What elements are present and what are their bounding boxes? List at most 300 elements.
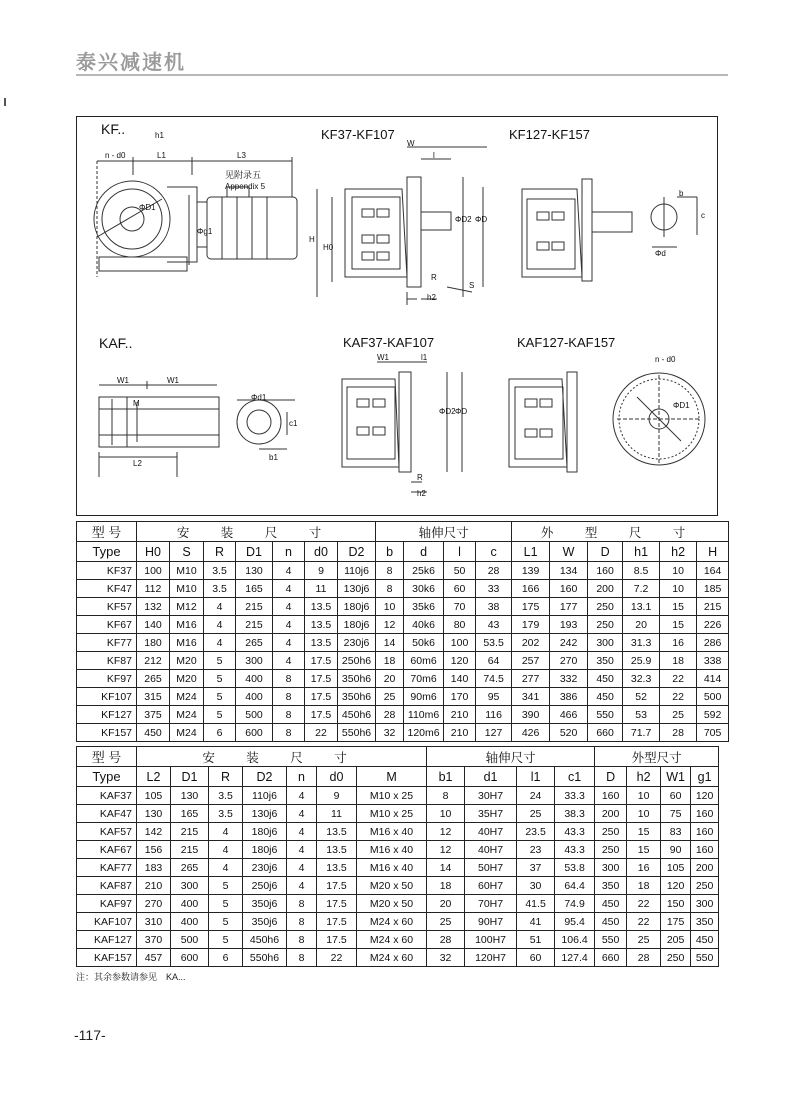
value-cell: 74.5 [476, 670, 512, 688]
value-cell: 550 [595, 931, 627, 949]
value-cell: 6 [204, 724, 236, 742]
value-cell: 130 [137, 805, 171, 823]
value-cell: 105 [661, 859, 691, 877]
value-cell: 3.5 [204, 580, 236, 598]
value-cell: 250 [588, 598, 623, 616]
value-cell: 41 [517, 913, 555, 931]
value-cell: 25 [627, 931, 661, 949]
value-cell: 18 [627, 877, 661, 895]
dim-b1: b1 [269, 453, 278, 462]
value-cell: 550h6 [243, 949, 287, 967]
dim-D-kaf: ΦD [455, 407, 468, 416]
value-cell: 5 [204, 688, 236, 706]
value-cell: 550 [691, 949, 719, 967]
value-cell: 210 [444, 706, 476, 724]
value-cell: 375 [137, 706, 170, 724]
value-cell: 265 [236, 634, 273, 652]
dim-S: S [469, 281, 475, 290]
kaf-label: KAF.. [99, 335, 133, 351]
value-cell: 15 [660, 598, 697, 616]
value-cell: 426 [512, 724, 550, 742]
value-cell: 3.5 [209, 805, 243, 823]
value-cell: 23 [517, 841, 555, 859]
type-cell: KF77 [77, 634, 137, 652]
value-cell: 32.3 [623, 670, 660, 688]
value-cell: 414 [697, 670, 729, 688]
group-outline: 外型尺寸 [595, 747, 719, 767]
value-cell: 37 [517, 859, 555, 877]
value-cell: 180j6 [338, 598, 376, 616]
appendix-cn: 见附录五 [225, 170, 262, 180]
value-cell: 9 [317, 787, 357, 805]
value-cell: 110j6 [243, 787, 287, 805]
value-cell: 120 [444, 652, 476, 670]
value-cell: 332 [550, 670, 588, 688]
dim-b: b [679, 189, 684, 198]
value-cell: 10 [376, 598, 404, 616]
value-cell: 22 [317, 949, 357, 967]
value-cell: 90 [661, 841, 691, 859]
kaf-large-title: KAF127-KAF157 [517, 335, 616, 350]
value-cell: 4 [287, 805, 317, 823]
value-cell: 350 [595, 877, 627, 895]
value-cell: 4 [273, 562, 305, 580]
group-outline: 外 型 尺 寸 [512, 522, 729, 542]
value-cell: 180j6 [243, 841, 287, 859]
dim-H: H [309, 235, 315, 244]
value-cell: 60 [444, 580, 476, 598]
type-cell: KF97 [77, 670, 137, 688]
value-cell: 25.9 [623, 652, 660, 670]
type-cell: KF157 [77, 724, 137, 742]
value-cell: M16 [170, 634, 204, 652]
value-cell: 9 [305, 562, 338, 580]
value-cell: 53.8 [555, 859, 595, 877]
value-cell: 132 [137, 598, 170, 616]
value-cell: 450 [595, 913, 627, 931]
value-cell: 60 [661, 787, 691, 805]
table-row [77, 823, 719, 841]
table-row [77, 949, 719, 967]
value-cell: 600 [171, 949, 209, 967]
value-cell: 33.3 [555, 787, 595, 805]
type-label-en: Type [77, 542, 137, 562]
value-cell: 390 [512, 706, 550, 724]
value-cell: 40H7 [465, 841, 517, 859]
column-header: c [476, 542, 512, 562]
value-cell: 350 [588, 652, 623, 670]
value-cell: 127 [476, 724, 512, 742]
value-cell: 33 [476, 580, 512, 598]
value-cell: 17.5 [317, 913, 357, 931]
value-cell: 250 [661, 949, 691, 967]
value-cell: 14 [376, 634, 404, 652]
value-cell: 127.4 [555, 949, 595, 967]
dim-D2-kaf: ΦD2 [439, 407, 456, 416]
value-cell: 20 [427, 895, 465, 913]
type-cell: KF37 [77, 562, 137, 580]
value-cell: 28 [476, 562, 512, 580]
value-cell: 70m6 [404, 670, 444, 688]
column-header: d1 [465, 767, 517, 787]
value-cell: M16 x 40 [357, 823, 427, 841]
value-cell: 110m6 [404, 706, 444, 724]
value-cell: 8 [273, 724, 305, 742]
dim-D2: ΦD2 [455, 215, 472, 224]
type-cell: KAF107 [77, 913, 137, 931]
value-cell: 17.5 [305, 652, 338, 670]
value-cell: 550h6 [338, 724, 376, 742]
table-row [77, 787, 719, 805]
value-cell: 592 [697, 706, 729, 724]
value-cell: 24 [517, 787, 555, 805]
value-cell: 215 [236, 598, 273, 616]
value-cell: 120H7 [465, 949, 517, 967]
value-cell: 215 [236, 616, 273, 634]
dim-W1-kaf: W1 [377, 353, 389, 362]
value-cell: 32 [427, 949, 465, 967]
value-cell: 315 [137, 688, 170, 706]
value-cell: 110j6 [338, 562, 376, 580]
value-cell: 520 [550, 724, 588, 742]
value-cell: 17.5 [305, 688, 338, 706]
value-cell: 64.4 [555, 877, 595, 895]
value-cell: 175 [661, 913, 691, 931]
value-cell: 106.4 [555, 931, 595, 949]
value-cell: 466 [550, 706, 588, 724]
value-cell: 15 [627, 823, 661, 841]
value-cell: 250 [588, 616, 623, 634]
value-cell: M10 x 25 [357, 787, 427, 805]
value-cell: 130 [236, 562, 273, 580]
value-cell: 40H7 [465, 823, 517, 841]
value-cell: 17.5 [317, 895, 357, 913]
column-header: b [376, 542, 404, 562]
value-cell: 140 [137, 616, 170, 634]
value-cell: 8 [287, 931, 317, 949]
value-cell: 28 [376, 706, 404, 724]
table-row [77, 580, 729, 598]
column-header: S [170, 542, 204, 562]
value-cell: 43.3 [555, 841, 595, 859]
value-cell: 341 [512, 688, 550, 706]
value-cell: 180j6 [338, 616, 376, 634]
column-header: g1 [691, 767, 719, 787]
page-number: -117- [74, 1027, 106, 1043]
value-cell: 28 [627, 949, 661, 967]
value-cell: 4 [209, 859, 243, 877]
value-cell: 31.3 [623, 634, 660, 652]
value-cell: 140 [444, 670, 476, 688]
value-cell: 150 [661, 895, 691, 913]
type-cell: KAF47 [77, 805, 137, 823]
value-cell: 6 [209, 949, 243, 967]
value-cell: 13.5 [317, 841, 357, 859]
value-cell: 270 [137, 895, 171, 913]
value-cell: 4 [273, 580, 305, 598]
value-cell: 185 [697, 580, 729, 598]
value-cell: 90m6 [404, 688, 444, 706]
value-cell: 8 [376, 580, 404, 598]
value-cell: 95.4 [555, 913, 595, 931]
value-cell: 22 [660, 670, 697, 688]
column-header: D1 [171, 767, 209, 787]
value-cell: 200 [691, 859, 719, 877]
value-cell: 116 [476, 706, 512, 724]
value-cell: 257 [512, 652, 550, 670]
value-cell: 14 [427, 859, 465, 877]
value-cell: M20 x 50 [357, 895, 427, 913]
dim-l1: l1 [421, 353, 428, 362]
dim-h2-kaf: h2 [417, 489, 426, 498]
value-cell: 95 [476, 688, 512, 706]
column-header: D2 [338, 542, 376, 562]
value-cell: 7.2 [623, 580, 660, 598]
value-cell: 165 [171, 805, 209, 823]
value-cell: 30k6 [404, 580, 444, 598]
value-cell: 400 [236, 688, 273, 706]
value-cell: 38.3 [555, 805, 595, 823]
value-cell: 50 [444, 562, 476, 580]
value-cell: 12 [376, 616, 404, 634]
column-header-row [77, 542, 729, 562]
dim-n-d0: n - d0 [105, 151, 126, 160]
column-header: R [209, 767, 243, 787]
value-cell: 212 [137, 652, 170, 670]
value-cell: M24 x 60 [357, 931, 427, 949]
dim-l: l [433, 151, 435, 160]
value-cell: 265 [171, 859, 209, 877]
value-cell: 230j6 [243, 859, 287, 877]
kf-small-title: KF37-KF107 [321, 127, 395, 142]
value-cell: 130 [171, 787, 209, 805]
value-cell: 250j6 [243, 877, 287, 895]
value-cell: 8.5 [623, 562, 660, 580]
value-cell: 300 [595, 859, 627, 877]
value-cell: 705 [697, 724, 729, 742]
column-header-row [77, 767, 719, 787]
dim-d: Φd [655, 249, 666, 258]
margin-mark [4, 98, 6, 106]
type-cell: KF127 [77, 706, 137, 724]
type-cell: KAF77 [77, 859, 137, 877]
value-cell: 64 [476, 652, 512, 670]
kf-side-view [94, 157, 297, 277]
value-cell: 175 [512, 598, 550, 616]
value-cell: 250h6 [338, 652, 376, 670]
value-cell: 270 [550, 652, 588, 670]
column-header: n [287, 767, 317, 787]
column-header: D [588, 542, 623, 562]
table-row [77, 931, 719, 949]
value-cell: 457 [137, 949, 171, 967]
value-cell: 180j6 [243, 823, 287, 841]
column-header: D1 [236, 542, 273, 562]
value-cell: 10 [660, 580, 697, 598]
value-cell: 120 [691, 787, 719, 805]
dim-D1: ΦD1 [139, 203, 156, 212]
column-header: L2 [137, 767, 171, 787]
value-cell: 660 [588, 724, 623, 742]
column-header: h2 [627, 767, 661, 787]
value-cell: 450 [588, 688, 623, 706]
dim-c: c [701, 211, 705, 220]
value-cell: 52 [623, 688, 660, 706]
table-row [77, 562, 729, 580]
value-cell: 500 [171, 931, 209, 949]
value-cell: 5 [204, 706, 236, 724]
value-cell: 200 [588, 580, 623, 598]
table-row [77, 841, 719, 859]
value-cell: 160 [691, 823, 719, 841]
value-cell: 160 [595, 787, 627, 805]
value-cell: 550 [588, 706, 623, 724]
value-cell: 179 [512, 616, 550, 634]
value-cell: 12 [427, 841, 465, 859]
dim-R: R [431, 273, 437, 282]
value-cell: 5 [209, 913, 243, 931]
value-cell: 8 [287, 913, 317, 931]
value-cell: 4 [287, 877, 317, 895]
value-cell: 250 [691, 877, 719, 895]
value-cell: 450 [595, 895, 627, 913]
footnote: 注：其余参数请参见 KA... [76, 972, 186, 982]
value-cell: 71.7 [623, 724, 660, 742]
kf-dimension-table [76, 521, 729, 742]
value-cell: 20 [376, 670, 404, 688]
value-cell: 450h6 [338, 706, 376, 724]
dim-h2: h2 [427, 293, 436, 302]
value-cell: M10 x 25 [357, 805, 427, 823]
value-cell: M24 [170, 688, 204, 706]
value-cell: 300 [691, 895, 719, 913]
value-cell: M20 x 50 [357, 877, 427, 895]
value-cell: 5 [209, 931, 243, 949]
dim-W1-right: W1 [167, 376, 179, 385]
value-cell: 265 [137, 670, 170, 688]
value-cell: M10 [170, 562, 204, 580]
value-cell: 13.5 [317, 859, 357, 877]
value-cell: M12 [170, 598, 204, 616]
value-cell: 5 [209, 895, 243, 913]
value-cell: 43 [476, 616, 512, 634]
value-cell: 75 [661, 805, 691, 823]
kaf-small-title: KAF37-KAF107 [343, 335, 435, 350]
value-cell: 160 [550, 580, 588, 598]
value-cell: 8 [287, 895, 317, 913]
value-cell: 160 [691, 841, 719, 859]
value-cell: 277 [512, 670, 550, 688]
value-cell: 30H7 [465, 787, 517, 805]
value-cell: 35k6 [404, 598, 444, 616]
value-cell: 4 [287, 787, 317, 805]
value-cell: 4 [204, 598, 236, 616]
brand-title: 泰兴减速机 [76, 50, 186, 74]
kf-large-title: KF127-KF157 [509, 127, 590, 142]
value-cell: M20 [170, 670, 204, 688]
value-cell: 226 [697, 616, 729, 634]
column-header: d0 [305, 542, 338, 562]
dim-c1: c1 [289, 419, 298, 428]
group-install: 安 装 尺 寸 [137, 747, 427, 767]
type-cell: KAF87 [77, 877, 137, 895]
value-cell: 156 [137, 841, 171, 859]
value-cell: 242 [550, 634, 588, 652]
dim-D: ΦD [475, 215, 488, 224]
value-cell: 13.5 [305, 598, 338, 616]
dim-L1: L1 [157, 151, 166, 160]
value-cell: 130j6 [338, 580, 376, 598]
table-row [77, 634, 729, 652]
value-cell: 130j6 [243, 805, 287, 823]
column-header: W [550, 542, 588, 562]
value-cell: 13.5 [317, 823, 357, 841]
value-cell: 16 [627, 859, 661, 877]
type-cell: KAF57 [77, 823, 137, 841]
value-cell: 30 [517, 877, 555, 895]
value-cell: 4 [273, 598, 305, 616]
value-cell: 300 [588, 634, 623, 652]
value-cell: 18 [427, 877, 465, 895]
value-cell: 193 [550, 616, 588, 634]
type-cell: KAF37 [77, 787, 137, 805]
type-label-cn: 型 号 [77, 522, 137, 542]
type-cell: KAF127 [77, 931, 137, 949]
value-cell: 10 [627, 805, 661, 823]
value-cell: 8 [287, 949, 317, 967]
value-cell: 400 [171, 913, 209, 931]
type-label-en: Type [77, 767, 137, 787]
value-cell: 8 [376, 562, 404, 580]
value-cell: 3.5 [209, 787, 243, 805]
value-cell: 210 [444, 724, 476, 742]
value-cell: 400 [236, 670, 273, 688]
table-row [77, 670, 729, 688]
dim-g1: Φg1 [197, 227, 213, 236]
table-row [77, 706, 729, 724]
value-cell: 160 [691, 805, 719, 823]
table-row [77, 724, 729, 742]
value-cell: 400 [171, 895, 209, 913]
type-cell: KF107 [77, 688, 137, 706]
value-cell: M24 x 60 [357, 949, 427, 967]
value-cell: 350h6 [338, 688, 376, 706]
value-cell: 100H7 [465, 931, 517, 949]
table-row [77, 652, 729, 670]
value-cell: 23.5 [517, 823, 555, 841]
value-cell: 4 [209, 841, 243, 859]
table-row [77, 913, 719, 931]
value-cell: M24 [170, 724, 204, 742]
value-cell: 660 [595, 949, 627, 967]
column-header: n [273, 542, 305, 562]
value-cell: 183 [137, 859, 171, 877]
value-cell: 51 [517, 931, 555, 949]
value-cell: 13.5 [305, 634, 338, 652]
group-shaft: 轴伸尺寸 [376, 522, 512, 542]
value-cell: 100 [444, 634, 476, 652]
column-header: h1 [623, 542, 660, 562]
value-cell: 35H7 [465, 805, 517, 823]
value-cell: 22 [305, 724, 338, 742]
type-cell: KF47 [77, 580, 137, 598]
value-cell: 18 [660, 652, 697, 670]
value-cell: 17.5 [305, 670, 338, 688]
value-cell: 139 [512, 562, 550, 580]
group-shaft: 轴伸尺寸 [427, 747, 595, 767]
value-cell: 18 [376, 652, 404, 670]
value-cell: M24 x 60 [357, 913, 427, 931]
